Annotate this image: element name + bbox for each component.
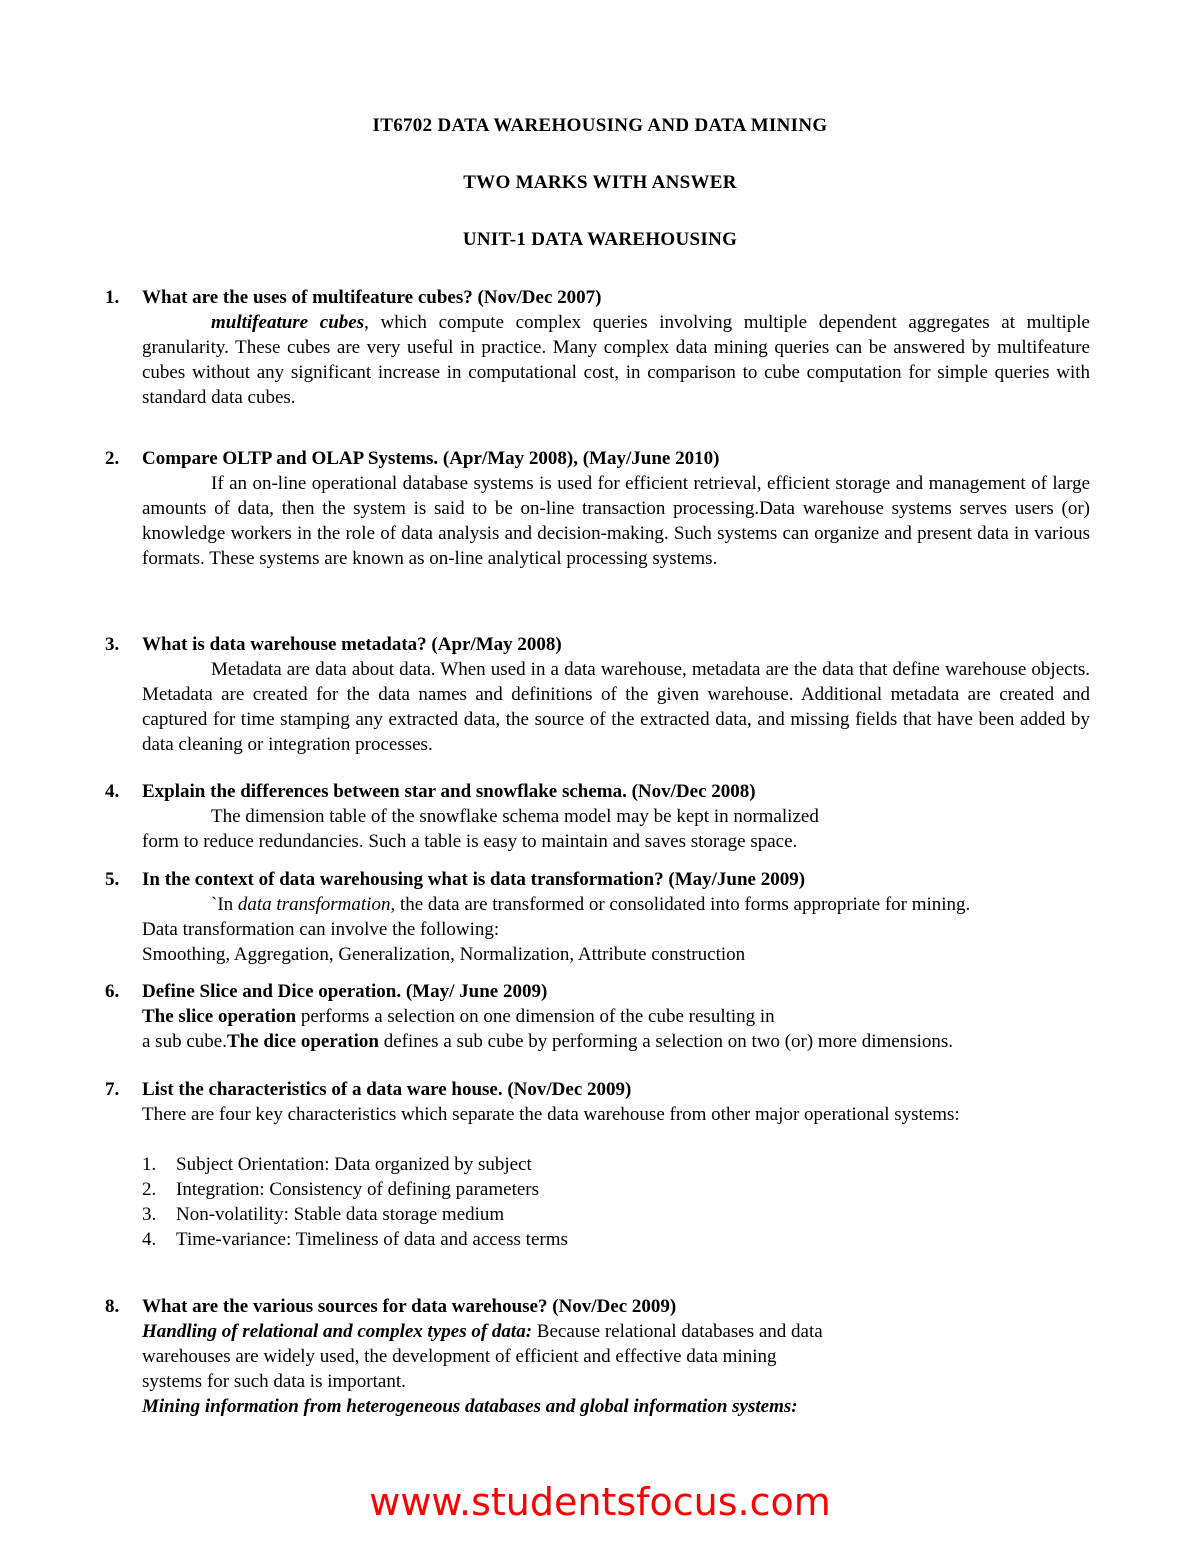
characteristics-list xyxy=(105,1152,1090,1252)
answer-line: Handling of relational and complex types of data: Because relational databases and data xyxy=(142,1321,823,1342)
question-number: 1. xyxy=(105,287,120,308)
question-number: 3. xyxy=(105,634,120,655)
question-6 xyxy=(105,979,1090,1054)
unit-heading: UNIT-1 DATA WAREHOUSING xyxy=(462,229,738,250)
question-number: 5. xyxy=(105,869,120,890)
answer-line: The dimension table of the snowflake schema model may be kept in normalized xyxy=(211,806,819,827)
document-subtitle: TWO MARKS WITH ANSWER xyxy=(463,172,737,193)
question-title: What are the various sources for data warehouse? (Nov/Dec 2009) xyxy=(142,1296,677,1317)
question-title: What is data warehouse metadata? (Apr/May 2008) xyxy=(142,634,562,655)
answer-text: Metadata are data about data. When used in a data warehouse, metadata are the data that define warehouse objects. Metadata are created for the data names and definitions of the given warehouse. Additional metadata are created and captured for time stamping any extracted data, the source of the extracted data, and missing fields that have been added by data cleaning or integration processes. xyxy=(142,659,1090,755)
answer-line: a sub cube.The dice operation defines a sub cube by performing a selection on two (or) more dimensions. xyxy=(142,1031,954,1052)
answer-line: The slice operation performs a selection on one dimension of the cube resulting in xyxy=(142,1006,775,1027)
question-1 xyxy=(105,285,1090,410)
footer-website-link[interactable]: www.studentsfocus.com xyxy=(369,1480,831,1524)
document-title: IT6702 DATA WAREHOUSING AND DATA MINING xyxy=(372,115,828,136)
answer-line: Smoothing, Aggregation, Generalization, Normalization, Attribute construction xyxy=(142,944,746,965)
question-title: Compare OLTP and OLAP Systems. (Apr/May 2008), (May/June 2010) xyxy=(142,448,720,469)
answer-line: warehouses are widely used, the development of efficient and effective data mining xyxy=(142,1346,777,1367)
answer-text: There are four key characteristics which separate the data warehouse from other major operational systems: xyxy=(142,1104,960,1125)
answer-term: multifeature cubes xyxy=(211,312,365,333)
question-3 xyxy=(105,632,1090,757)
question-title: Define Slice and Dice operation. (May/ June 2009) xyxy=(142,981,548,1002)
question-2 xyxy=(105,446,1090,571)
answer-term: Mining information from heterogeneous databases and global information systems: xyxy=(142,1396,798,1417)
answer-text: multifeature cubes, which compute complex queries involving multiple dependent aggregates at multiple granularity. These cubes are very useful in practice. Many complex data mining queries can be answered by multifeature cubes without any significant increase in computational cost, in comparison to cube computation for simple queries with standard data cubes. xyxy=(142,312,1090,408)
question-4 xyxy=(105,779,1090,854)
list-item: 3. Non-volatility: Stable data storage medium xyxy=(142,1204,505,1225)
question-title: List the characteristics of a data ware house. (Nov/Dec 2009) xyxy=(142,1079,632,1100)
answer-term: The slice operation xyxy=(142,1006,297,1027)
question-title: In the context of data warehousing what is data transformation? (May/June 2009) xyxy=(142,869,806,890)
answer-line: `In data transformation, the data are transformed or consolidated into forms appropriate for mining. xyxy=(211,894,971,915)
answer-line xyxy=(105,1394,1090,1419)
question-number: 7. xyxy=(105,1079,120,1100)
question-8 xyxy=(105,1294,1090,1419)
question-number: 6. xyxy=(105,981,120,1002)
question-number: 2. xyxy=(105,448,120,469)
question-title: What are the uses of multifeature cubes? (Nov/Dec 2007) xyxy=(142,287,602,308)
answer-line: Data transformation can involve the following: xyxy=(142,919,500,940)
answer-term: The dice operation xyxy=(226,1031,379,1052)
list-item: 2. Integration: Consistency of defining parameters xyxy=(142,1179,540,1200)
list-item: 1. Subject Orientation: Data organized by subject xyxy=(142,1154,532,1175)
answer-term: Handling of relational and complex types of data: xyxy=(142,1321,533,1342)
answer-term: data transformation xyxy=(237,894,391,915)
question-7 xyxy=(105,1077,1090,1252)
question-number: 8. xyxy=(105,1296,120,1317)
answer-line: systems for such data is important. xyxy=(142,1371,406,1392)
question-title: Explain the differences between star and snowflake schema. (Nov/Dec 2008) xyxy=(142,781,756,802)
answer-line: form to reduce redundancies. Such a table is easy to maintain and saves storage space. xyxy=(142,831,798,852)
question-5 xyxy=(105,867,1090,967)
question-number: 4. xyxy=(105,781,120,802)
list-item: 4. Time-variance: Timeliness of data and access terms xyxy=(142,1229,568,1250)
answer-text: If an on-line operational database systems is used for efficient retrieval, efficient storage and management of large amounts of data, then the system is said to be on-line transaction processing.Data warehouse systems serves users (or) knowledge workers in the role of data analysis and decision-making. Such systems can organize and present data in various formats. These systems are known as on-line analytical processing systems. xyxy=(142,473,1090,569)
